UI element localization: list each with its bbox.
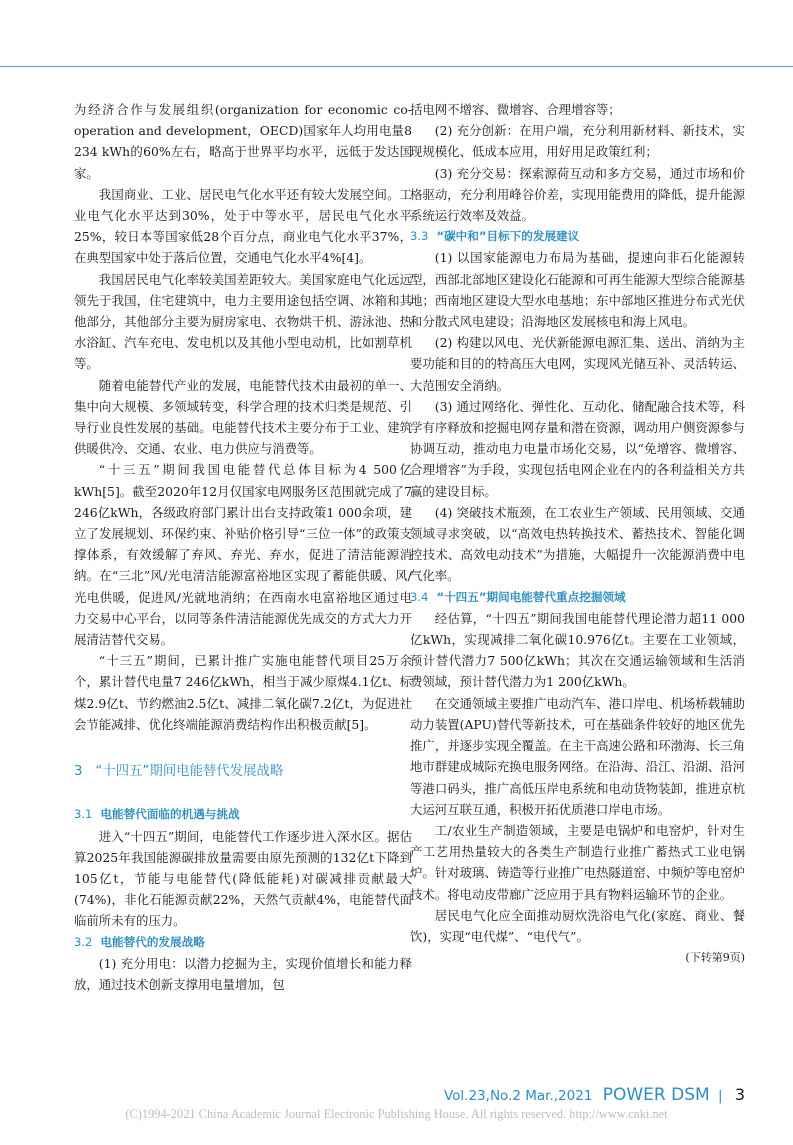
paragraph: 随着电能替代产业的发展，电能替代技术由最初的单一、集中向大规模、多领域转变，科学合理的技术归类是规范、引导行业良性发展的基础。电能替代技术主要分布于工业、建筑供暖供冷、交通、农业、电力供应与消费等。	[74, 377, 412, 457]
header-rule	[0, 66, 793, 67]
section-number: 3.2	[74, 934, 93, 949]
left-column	[74, 99, 412, 995]
paragraph: 进入“十四五”期间，电能替代工作逐步进入深水区。据估算2025年我国能源碳排放量需要由原先预测的132亿t下降到105亿t，节能与电能替代(降低能耗)对碳减排贡献最大(74%)，非化石能源贡献22%，天然气贡献4%，电能替代面临前所未有的压力。	[74, 828, 412, 929]
paragraph: 我国居民电气化率较美国差距较大。美国家庭电气化远远领先于我国，住宅建筑中，电力主要用途包括空调、冰箱和其他部分，其他部分主要为厨房家电、衣物烘干机、游泳池、热水浴缸、汽车充电、发电机以及其他小型电动机，比如割草机等。	[74, 271, 412, 372]
section-title: “十四五”期间电能替代重点挖掘领域	[436, 589, 626, 604]
section-3-3-heading	[410, 226, 745, 247]
section-3-1-heading	[74, 804, 412, 825]
paragraph: 在交通领域主要推广电动汽车、港口岸电、机场桥载辅助动力装置(APU)替代等新技术，可在基础条件较好的地区优先推广，并逐步实现全覆盖。在主干高速公路和环渤海、长三角地市群建成城际充换电服务网络。在沿海、沿江、沿湖、沿河等港口码头，推广高低压岸电系统和电动货物装卸，推进京杭大运河互联互通，积极开拓优质港口岸电市场。	[410, 695, 745, 817]
volume-info: Vol.23,No.2 Mar.,2021	[443, 1088, 593, 1104]
page-footer	[444, 1085, 745, 1105]
section-number: 3.3	[410, 229, 429, 244]
paragraph: (2) 充分创新：在用户端，充分利用新材料、新技术，实现规模化、低成本应用，用好用足政策红利；	[410, 123, 745, 160]
paragraph: 工/农业生产制造领域，主要是电锅炉和电窑炉，针对生产工艺用热量较大的各类生产制造行业推广蓄热式工业电锅炉。针对玻璃、铸造等行业推广电热隧道窑、中频炉等电窑炉技术。将电动皮带廊广泛应用于具有物料运输环节的企业。	[410, 822, 745, 902]
right-column	[410, 99, 745, 968]
paragraph: (2) 构建以风电、光伏新能源电源汇集、送出、消纳为主要功能和目的的特高压大电网，实现风光储互补、灵活转运、大范围安全消纳。	[410, 335, 745, 393]
paragraph: (3) 充分交易：探索源荷互动和多方交易，通过市场和价格驱动，充分利用峰谷价差，实现用能费用的降低，提升能源系统运行效率及效益。	[410, 165, 745, 224]
paragraph: “十三五”期间我国电能替代总体目标为4 500亿 kWh[5]。截至2020年12月仅国家电网服务区范围就完成了7 246亿kWh，各级政府部门累计出台支持政策1 000余项，建立了发展规划、环保约束、补贴价格引导“三位一体”的政策支撑体系，有效缓解了弃风、弃光、弃水，促进了清洁能源消纳。在“三北”风/光电清洁能源富裕地区实现了蓄能供暖、风/光电供暖，促进风/光就地消纳；在西南水电富裕地区通过电力交易中心平台，以同等条件清洁能源优先成交的方式大力开展清洁替代交易。	[74, 462, 412, 648]
section-number: 3.4	[410, 589, 429, 604]
paragraph: “十三五”期间，已累计推广实施电能替代项目25万余个，累计替代电量7 246亿kWh，相当于减少原煤4.1亿t、标煤2.9亿t、节约燃油2.5亿t、减排二氧化碳7.2亿t，为促进社会节能减排、优化终端能源消费结构作出积极贡献[5]。	[74, 653, 412, 732]
section-3-4-heading	[410, 587, 745, 608]
paragraph: (1) 充分用电：以潜力挖掘为主，实现价值增长和能力释放，通过技术创新支撑用电量增加，包	[74, 955, 412, 992]
section-title: 电能替代的发展战略	[100, 934, 205, 949]
footer-separator: |	[717, 1088, 723, 1104]
paragraph: 括电网不增容、微增容、合理增容等；	[410, 102, 621, 117]
paragraph: 居民电气化应全面推动厨炊洗浴电气化(家庭、商业、餐饮)，实现“电代煤”、“电代气”。	[410, 907, 745, 944]
section-number: 3.1	[74, 807, 93, 822]
paragraph: (4) 突破技术瓶颈，在工农业生产领域、民用领域、交通领域寻求突破，以“高效电热转换技术、蓄热技术、智能化调控技术、高效电动技术”为措施，大幅提升一次能源消费中电气化率。	[410, 504, 745, 584]
continued-note: (下转第9页)	[685, 951, 745, 965]
section-3-heading	[74, 761, 412, 782]
section-3-2-heading	[74, 932, 412, 953]
paragraph: 我国商业、工业、居民电气化水平还有较大发展空间。工业电气化水平达到30%，处于中等水平，居民电气化水平25%，较日本等国家低28个百分点，商业电气化水平37%，在典型国家中处于落后位置，交通电气化水平4%[4]。	[74, 186, 412, 266]
paragraph: 为经济合作与发展组织(organization for economic co-operation and development，OECD)国家年人均用电量8 234 kWh的60%左右，略高于世界平均水平，远低于发达国家。	[74, 102, 412, 181]
section-title: 电能替代面临的机遇与挑战	[100, 807, 240, 822]
journal-name: POWER DSM	[602, 1085, 710, 1105]
page-number: 3	[734, 1085, 745, 1104]
paragraph: (3) 通过网络化、弹性化、互动化、储配融合技术等，科学有序释放和挖掘电网存量和潜在资源，调动用户侧资源参与协调互动，推动电力电量市场化交易，以“免增容、微增容、合理增容”为手段，实现包括电网企业在内的各利益相关方共赢的建设目标。	[410, 398, 745, 499]
section-title: “十四五”期间电能替代发展战略	[95, 764, 284, 780]
section-title: “碳中和”目标下的发展建议	[436, 229, 580, 244]
paragraph: 经估算，“十四五”期间我国电能替代理论潜力超11 000亿kWh，实现减排二氧化碳10.976亿t。主要在工业领域，预计替代潜力7 500亿kWh；其次在交通运输领域和生活消费领域，预计替代潜力为1 200亿kWh。	[410, 610, 745, 690]
section-number: 3	[74, 764, 83, 780]
paragraph: (1) 以国家能源电力布局为基础，提速向非石化能源转型，西部北部地区建设化石能源和可再生能源大型综合能源基地；西南地区建设大型水电基地；东中部地区推进分布式光伏和分散式风电建设；沿海地区发展核电和海上风电。	[410, 250, 745, 330]
copyright-notice: (C)1994-2021 China Academic Journal Electronic Publishing House. All rights reserved. http://www.cnki.net	[125, 1107, 668, 1121]
